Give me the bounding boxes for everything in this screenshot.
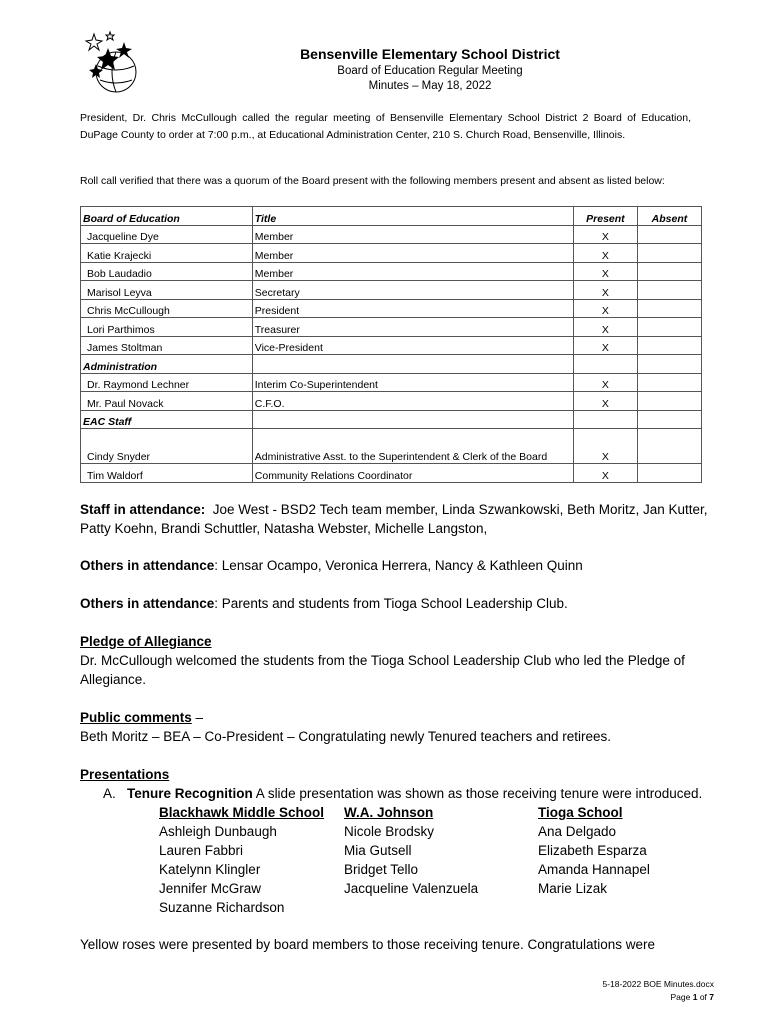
table-header-row <box>81 207 702 226</box>
present-mark: X <box>573 299 637 318</box>
tenure-recognition-item <box>103 784 723 803</box>
district-logo-icon <box>80 30 142 100</box>
member-name: Chris McCullough <box>81 299 253 318</box>
list-item: Jennifer McGraw <box>159 881 262 896</box>
present-mark: X <box>573 429 637 464</box>
member-name: Bob Laudadio <box>81 262 253 281</box>
member-name: Tim Waldorf <box>81 464 253 483</box>
section-row-eac-staff <box>81 410 702 429</box>
present-mark: X <box>573 281 637 300</box>
public-comments-text: Beth Moritz – BEA – Co-President – Congratulating newly Tenured teachers and retirees. <box>80 729 612 744</box>
member-title: Vice-President <box>252 336 573 355</box>
member-name: Cindy Snyder <box>81 429 253 464</box>
section-row-administration <box>81 355 702 374</box>
member-name: Marisol Leyva <box>81 281 253 300</box>
absent-mark <box>637 464 701 483</box>
present-mark: X <box>573 464 637 483</box>
roll-call-table <box>80 206 702 483</box>
staff-attendance-text: Joe West - BSD2 Tech team member, Linda Szwankowski, Beth Moritz, Jan Kutter, Patty Koehn, Brandi Schuttler, Natasha Webster, Michelle Langston, <box>80 502 708 536</box>
page-of: of <box>697 992 710 1002</box>
table-row <box>81 262 702 281</box>
school-heading: Tioga School <box>538 805 623 820</box>
present-mark: X <box>573 373 637 392</box>
absent-mark <box>637 244 701 263</box>
absent-mark <box>637 262 701 281</box>
member-name: Mr. Paul Novack <box>81 392 253 411</box>
member-title: Member <box>252 225 573 244</box>
others-text: : Parents and students from Tioga School Leadership Club. <box>214 596 568 611</box>
school-heading: Blackhawk Middle School <box>159 805 325 820</box>
member-title: Community Relations Coordinator <box>252 464 573 483</box>
document-date: Minutes – May 18, 2022 <box>368 80 492 92</box>
staff-attendance <box>80 500 720 538</box>
member-name: James Stoltman <box>81 336 253 355</box>
section-label: Administration <box>81 355 253 374</box>
table-row <box>81 299 702 318</box>
footer-filename: 5-18-2022 BOE Minutes.docx <box>602 979 714 989</box>
list-item: Bridget Tello <box>344 862 419 877</box>
header-title: Title <box>252 207 573 226</box>
roses-text: Yellow roses were presented by board members to those receiving tenure. Congratulations were <box>80 937 656 952</box>
list-item: Elizabeth Esparza <box>538 843 647 858</box>
list-item: Jacqueline Valenzuela <box>344 881 479 896</box>
pledge-heading-text: Pledge of Allegiance <box>80 634 212 649</box>
member-title: Interim Co-Superintendent <box>252 373 573 392</box>
list-item: Nicole Brodsky <box>344 824 435 839</box>
list-item: Ana Delgado <box>538 824 617 839</box>
present-mark: X <box>573 244 637 263</box>
list-item: Mia Gutsell <box>344 843 412 858</box>
present-mark: X <box>573 262 637 281</box>
present-mark: X <box>573 225 637 244</box>
school-column-tioga <box>538 803 650 898</box>
table-row <box>81 281 702 300</box>
school-column-wa-johnson <box>344 803 478 898</box>
present-mark: X <box>573 336 637 355</box>
list-item: Amanda Hannapel <box>538 862 650 877</box>
page-number: 1 <box>692 992 698 1002</box>
list-item: Suzanne Richardson <box>159 900 285 915</box>
list-item: Katelynn Klingler <box>159 862 261 877</box>
school-column-blackhawk <box>159 803 324 917</box>
list-item: Lauren Fabbri <box>159 843 244 858</box>
others-attendance-1 <box>80 556 720 575</box>
member-title: Member <box>252 262 573 281</box>
school-heading: W.A. Johnson <box>344 805 434 820</box>
others-label: Others in attendance <box>80 596 215 611</box>
document-subtitle: Board of Education Regular Meeting <box>337 65 523 77</box>
absent-mark <box>637 225 701 244</box>
list-item: Ashleigh Dunbaugh <box>159 824 277 839</box>
member-name: Dr. Raymond Lechner <box>81 373 253 392</box>
present-mark: X <box>573 392 637 411</box>
pledge-heading <box>80 632 720 651</box>
footer-page <box>671 992 715 1002</box>
table-row <box>81 373 702 392</box>
presentations-heading <box>80 765 720 784</box>
member-title: C.F.O. <box>252 392 573 411</box>
table-row <box>81 429 702 464</box>
absent-mark <box>637 392 701 411</box>
tenure-recognition-label: Tenure Recognition <box>127 786 253 801</box>
item-letter: A. <box>103 786 116 801</box>
table-row <box>81 336 702 355</box>
document-title: Bensenville Elementary School District <box>300 46 560 62</box>
public-comments-heading <box>80 708 720 727</box>
member-name: Lori Parthimos <box>81 318 253 337</box>
absent-mark <box>637 299 701 318</box>
member-title: Secretary <box>252 281 573 300</box>
member-name: Katie Krajecki <box>81 244 253 263</box>
table-row <box>81 244 702 263</box>
staff-attendance-label: Staff in attendance: <box>80 502 206 517</box>
page-total: 7 <box>709 992 714 1002</box>
table-row <box>81 464 702 483</box>
others-text: : Lensar Ocampo, Veronica Herrera, Nancy & Kathleen Quinn <box>214 558 583 573</box>
absent-mark <box>637 318 701 337</box>
header-absent: Absent <box>637 207 701 226</box>
member-title: Administrative Asst. to the Superintendent & Clerk of the Board <box>252 429 573 464</box>
absent-mark <box>637 281 701 300</box>
roll-call-intro: Roll call verified that there was a quorum of the Board present with the following members present and absent as listed below: <box>80 175 665 187</box>
pledge-text: Dr. McCullough welcomed the students from the Tioga School Leadership Club who led the Pledge of Allegiance. <box>80 653 685 687</box>
member-title: Treasurer <box>252 318 573 337</box>
present-mark: X <box>573 318 637 337</box>
tenure-recognition-text: A slide presentation was shown as those receiving tenure were introduced. <box>252 786 703 801</box>
table-row <box>81 392 702 411</box>
public-comments-dash: – <box>191 710 204 725</box>
page-prefix: Page <box>670 992 693 1002</box>
absent-mark <box>637 336 701 355</box>
others-attendance-2 <box>80 594 720 613</box>
member-name: Jacqueline Dye <box>81 225 253 244</box>
list-item: Marie Lizak <box>538 881 608 896</box>
table-row <box>81 318 702 337</box>
table-row <box>81 225 702 244</box>
absent-mark <box>637 429 701 464</box>
absent-mark <box>637 373 701 392</box>
others-label: Others in attendance <box>80 558 215 573</box>
section-label: EAC Staff <box>81 410 253 429</box>
intro-paragraph: President, Dr. Chris McCullough called the regular meeting of Bensenville Elementary School District 2 Board of Education, DuPage County to order at 7:00 p.m., at Educational Administration Center, 210 S. Church Road, Bensenville, Illinois. <box>80 112 691 141</box>
public-comments-heading-text: Public comments <box>80 710 192 725</box>
header-present: Present <box>573 207 637 226</box>
member-title: President <box>252 299 573 318</box>
presentations-heading-text: Presentations <box>80 767 170 782</box>
header-board: Board of Education <box>81 207 253 226</box>
member-title: Member <box>252 244 573 263</box>
